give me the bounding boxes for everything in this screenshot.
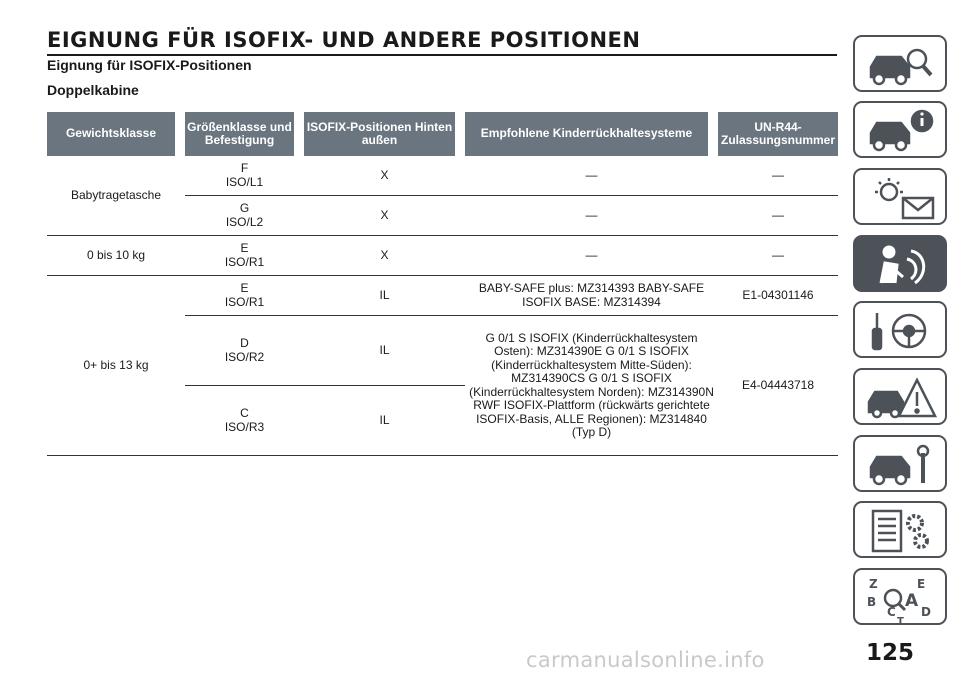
chapter-tab-start-drive[interactable] (853, 301, 947, 358)
chapter-tab-technical-data[interactable] (853, 501, 947, 558)
fixture-code: ISO/L1 (225, 174, 264, 189)
alphabet-index-icon (867, 576, 937, 627)
table-header-row (47, 112, 838, 156)
chapter-tab-warning-lights[interactable] (853, 168, 947, 225)
size-class-cell (185, 276, 304, 316)
weight-class-cell: Babytragetasche (47, 156, 185, 236)
key-steering-wheel-icon (867, 309, 937, 353)
size-class-letter: E (240, 241, 249, 255)
approval-cell: — (718, 236, 838, 276)
size-class-cell (185, 156, 304, 196)
position-cell: X (304, 196, 465, 236)
size-class-cell (185, 236, 304, 276)
fixture-code: ISO/R1 (224, 294, 265, 309)
size-class-cell (185, 386, 304, 456)
chapter-tab-car-info[interactable] (853, 101, 947, 158)
header-isofix-position: ISOFIX-Positionen Hinten außen (304, 112, 465, 156)
position-cell: IL (304, 316, 465, 386)
size-class-letter: F (240, 161, 249, 175)
recommended-cell: G 0/1 S ISOFIX (Kinderrückhaltesystem Osten): MZ314390E G 0/1 S ISOFIX (Kinderrückhaltesystem Mitte-Süden): MZ314390CS G 0/1 S ISOFIX (Kinderrückhaltesystem Norden): MZ314390N RWF ISOFIX-Plattform (rückwärts gerichtete ISOFIX-Basis, ALLE Regionen): MZ314840 (Typ D) (465, 316, 718, 456)
index-letter: E (917, 577, 926, 591)
page-title: EIGNUNG FÜR ISOFIX- UND ANDERE POSITIONEN (47, 28, 837, 56)
car-warning-triangle-icon (867, 376, 937, 420)
position-cell: IL (304, 276, 465, 316)
position-cell: X (304, 156, 465, 196)
chapter-tab-car-search[interactable] (853, 35, 947, 92)
chapter-tab-safety[interactable] (853, 235, 947, 292)
size-class-letter: C (240, 406, 249, 420)
recommended-cell: — (465, 196, 718, 236)
index-letter: C (887, 605, 896, 619)
fixture-code: ISO/R2 (224, 349, 265, 364)
table-row (47, 156, 838, 196)
seat-airbag-icon (867, 243, 937, 287)
section-subtitle: Eignung für ISOFIX-Positionen (47, 57, 252, 73)
isofix-suitability-table (47, 112, 838, 456)
approval-cell: — (718, 156, 838, 196)
header-approval-number: UN-R44-Zulassungsnummer (718, 112, 838, 156)
table-row (47, 236, 838, 276)
recommended-cell: — (465, 156, 718, 196)
recommended-cell: — (465, 236, 718, 276)
index-letter: T (897, 616, 904, 627)
car-info-icon (867, 109, 937, 153)
header-size-class: Größenklasse und Befestigung (185, 112, 304, 156)
index-letter: D (921, 605, 931, 619)
chapter-tab-emergency[interactable] (853, 368, 947, 425)
header-recommended-seats: Empfohlene Kinderrückhaltesysteme (465, 112, 718, 156)
chapter-tab-maintenance[interactable] (853, 435, 947, 492)
size-class-cell (185, 316, 304, 386)
checklist-gears-icon (867, 509, 937, 553)
page-number: 125 (866, 640, 915, 666)
header-weight-class: Gewichtsklasse (47, 112, 185, 156)
size-class-cell (185, 196, 304, 236)
car-wrench-icon (867, 443, 937, 487)
approval-cell: E4-04443718 (718, 316, 838, 456)
warning-lights-message-icon (867, 176, 937, 220)
weight-class-cell: 0 bis 10 kg (47, 236, 185, 276)
chapter-tab-index[interactable] (853, 568, 947, 625)
index-letter: B (867, 595, 877, 609)
fixture-code: ISO/R3 (224, 419, 265, 434)
size-class-letter: E (240, 281, 249, 295)
fixture-code: ISO/R1 (224, 254, 265, 269)
car-search-icon (867, 43, 937, 87)
table-row (47, 276, 838, 316)
index-letter: A (905, 591, 919, 611)
approval-cell: E1-04301146 (718, 276, 838, 316)
position-cell: IL (304, 386, 465, 456)
approval-cell: — (718, 196, 838, 236)
size-class-letter: D (240, 336, 249, 350)
weight-class-cell: 0+ bis 13 kg (47, 276, 185, 456)
recommended-cell: BABY-SAFE plus: MZ314393 BABY-SAFE ISOFIX BASE: MZ314394 (465, 276, 718, 316)
position-cell: X (304, 236, 465, 276)
size-class-letter: G (239, 201, 250, 215)
fixture-code: ISO/L2 (225, 214, 264, 229)
cabin-type-heading: Doppelkabine (47, 82, 139, 98)
index-letter: Z (869, 577, 878, 591)
source-watermark: carmanualsonline.info (526, 648, 765, 672)
